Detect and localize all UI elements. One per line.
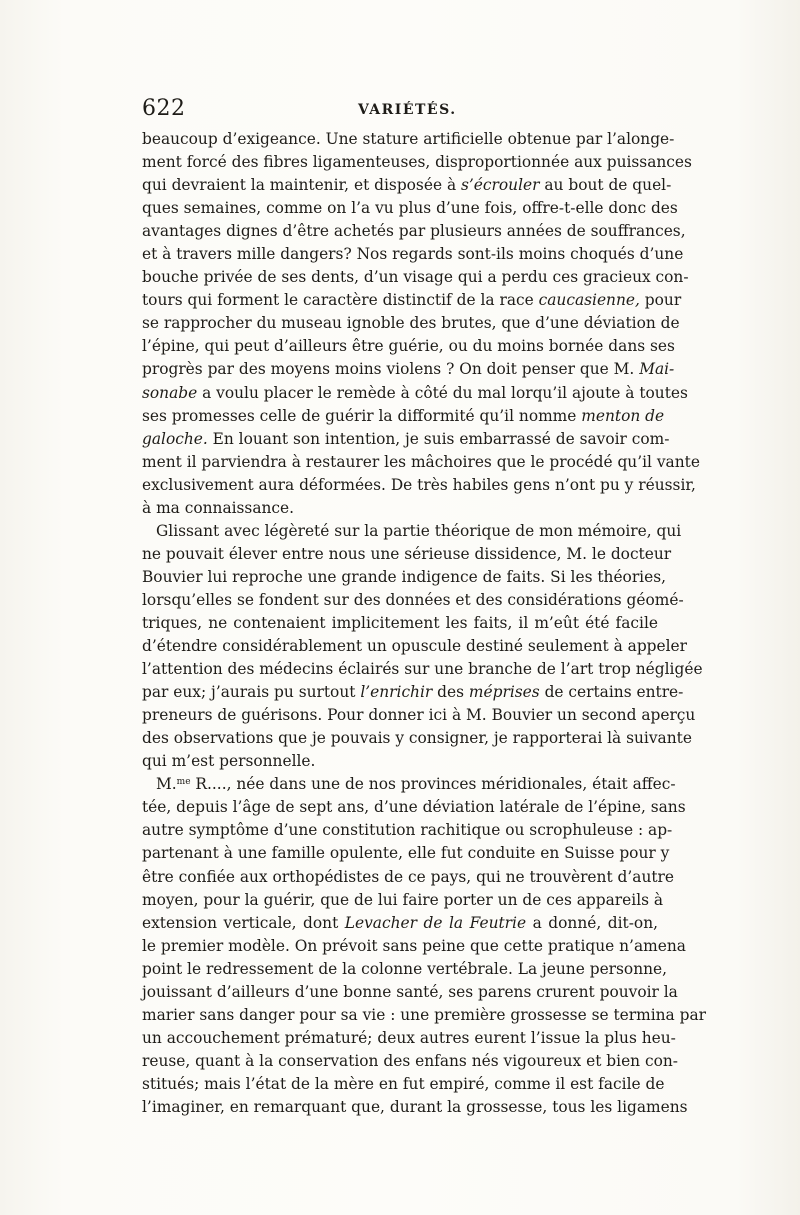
text-line: ment il parviendra à restaurer les mâchoires que le procédé qu’il vante xyxy=(142,452,700,471)
text-line: marier sans danger pour sa vie : une première grossesse se termina par xyxy=(142,1005,707,1024)
text-line: l’épine, qui peut d’ailleurs être guérie, ou du moins bornée dans ses xyxy=(142,337,675,356)
text-line: Bouvier lui reproche une grande indigence de faits. Si les théories, xyxy=(142,567,667,586)
text-line: progrès par des moyens moins violens ? On doit penser que M. Mai- xyxy=(142,360,675,379)
text-line: bouche privée de ses dents, d’un visage qui a perdu ces gracieux con- xyxy=(142,268,689,287)
text-line: être confiée aux orthopédistes de ce pays, qui ne trouvèrent d’autre xyxy=(142,867,675,886)
text-line: lorsqu’elles se fondent sur des données et des considérations géomé- xyxy=(142,590,684,609)
italic-text: Levacher de la Feutrie xyxy=(344,913,527,932)
italic-text: caucasienne, xyxy=(538,291,640,310)
text-line: ses promesses celle de guérir la difformité qu’il nomme menton de xyxy=(142,406,665,425)
italic-text: menton de xyxy=(581,406,665,425)
text-line: l’attention des médecins éclairés sur une branche de l’art trop négligée xyxy=(142,660,703,679)
text-line: beaucoup d’exigeance. Une stature artificielle obtenue par l’alonge- xyxy=(142,130,675,148)
text-line: preneurs de guérisons. Pour donner ici à M. Bouvier un second aperçu xyxy=(142,706,696,725)
italic-text: méprises xyxy=(468,683,540,702)
text-line: point le redressement de la colonne vertébrale. La jeune personne, xyxy=(142,959,668,978)
text-line: tée, depuis l’âge de sept ans, d’une déviation latérale de l’épine, sans xyxy=(142,798,686,817)
text-line: d’étendre considérablement un opuscule destiné seulement à appeler xyxy=(142,637,688,656)
superscript-text: me xyxy=(176,777,191,788)
text-line: le premier modèle. On prévoit sans peine que cette pratique n’amena xyxy=(142,936,686,955)
italic-text: s’écrouler xyxy=(461,176,540,195)
text-line: tours qui forment le caractère distinctif de la race caucasienne, pour xyxy=(142,291,682,310)
italic-text: Mai- xyxy=(639,360,675,379)
text-line: ques semaines, comme on l’a vu plus d’une fois, offre-t-elle donc des xyxy=(142,199,678,218)
text-line: M.$^{me}$ R...., née dans une de nos provinces méridionales, était affec- xyxy=(156,775,676,794)
text-line: partenant à une famille opulente, elle fut conduite en Suisse pour y xyxy=(142,844,670,863)
text-line: à ma connaissance. xyxy=(142,498,295,517)
text-line: se rapprocher du museau ignoble des brutes, que d’une déviation de xyxy=(142,314,680,333)
text-line: ment forcé des fibres ligamenteuses, disproportionnée aux puissances xyxy=(142,153,692,172)
page-header xyxy=(142,96,658,130)
text-line: qui devraient la maintenir, et disposée à s’écrouler au bout de quel- xyxy=(142,176,672,195)
running-title: VARIÉTÉS. xyxy=(358,102,457,118)
text-line: sonabe a voulu placer le remède à côté du mal lorqu’il ajoute à toutes xyxy=(142,383,688,402)
text-line: galoche. En louant son intention, je suis embarrassé de savoir com- xyxy=(142,429,670,448)
text-line: autre symptôme d’une constitution rachitique ou scrophuleuse : ap- xyxy=(142,821,673,840)
body-text xyxy=(142,128,707,1119)
text-line: extension verticale, dont Levacher de la Feutrie a donné, dit-on, xyxy=(142,913,658,932)
text-line: Glissant avec légèreté sur la partie théorique de mon mémoire, qui xyxy=(156,521,682,540)
text-line: reuse, quant à la conservation des enfans nés vigoureux et bien con- xyxy=(142,1051,678,1070)
paragraph xyxy=(142,520,703,774)
page-number: 622 xyxy=(142,96,186,121)
text-line: par eux; j’aurais pu surtout l’enrichir des méprises de certains entre- xyxy=(142,683,684,702)
text-line: triques, ne contenaient implicitement les faits, il m’eût été facile xyxy=(142,613,658,632)
text-line: l’imaginer, en remarquant que, durant la grossesse, tous les ligamens xyxy=(142,1097,688,1116)
text-line: exclusivement aura déformées. De très habiles gens n’ont pu y réussir, xyxy=(142,475,696,494)
paragraph xyxy=(142,773,707,1119)
text-line: des observations que je pouvais y consigner, je rapporterai là suivante xyxy=(142,729,692,748)
paragraph xyxy=(142,128,700,520)
text-line: ne pouvait élever entre nous une sérieuse dissidence, M. le docteur xyxy=(142,544,672,563)
italic-text: sonabe xyxy=(142,383,198,402)
text-line: moyen, pour la guérir, que de lui faire porter un de ces appareils à xyxy=(142,890,664,909)
text-line: avantages dignes d’être achetés par plusieurs années de souffrances, xyxy=(142,222,686,241)
text-line: et à travers mille dangers? Nos regards sont-ils moins choqués d’une xyxy=(142,245,684,264)
italic-text: l’enrichir xyxy=(360,683,433,702)
text-line: jouissant d’ailleurs d’une bonne santé, ses parens crurent pouvoir la xyxy=(142,982,678,1001)
text-line: stitués; mais l’état de la mère en fut empiré, comme il est facile de xyxy=(142,1074,665,1093)
text-line: un accouchement prématuré; deux autres eurent l’issue la plus heu- xyxy=(142,1028,676,1047)
italic-text: galoche. xyxy=(142,429,208,448)
text-line: qui m’est personnelle. xyxy=(142,752,316,771)
